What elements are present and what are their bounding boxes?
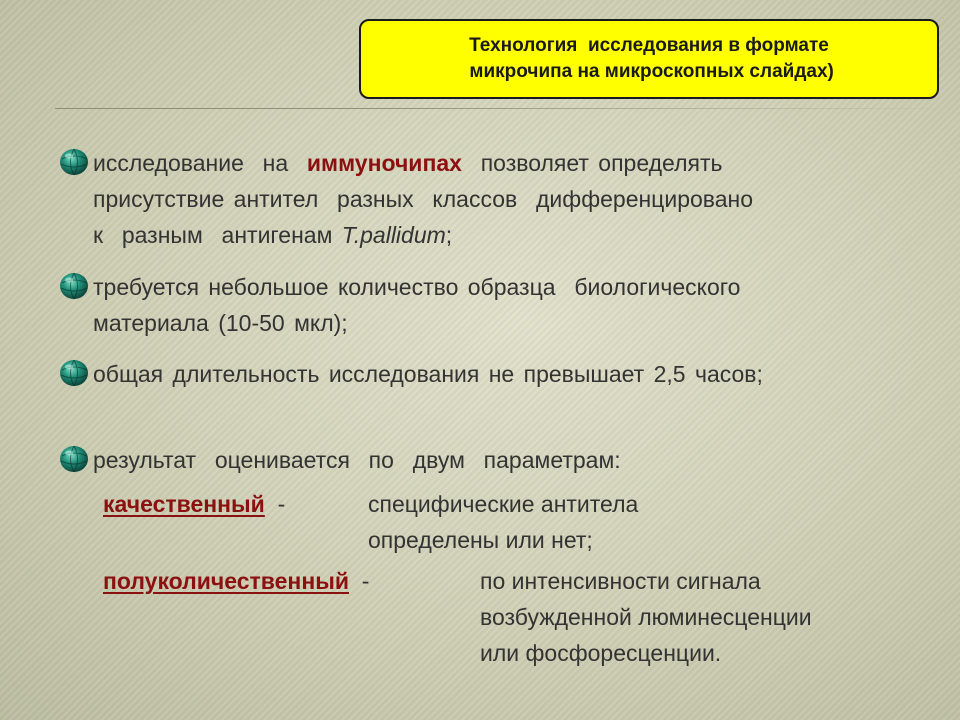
sub-item-2-desc-line-1: по интенсивности сигнала [480, 568, 761, 594]
title-line-2: микрочипа на микроскопных слайдах) [464, 61, 834, 82]
sub-item-1-dash: - [264, 491, 299, 517]
pathogen-name: T.pallidum [341, 222, 446, 248]
bullet-1-line-2: присутствие антител разных классов дифференцировано [93, 186, 754, 212]
sub-item-1-desc-line-2: определены или нет; [368, 527, 593, 553]
term-qualitative: качественный [103, 491, 265, 517]
sub-item-qualitative [103, 486, 923, 558]
bullet-1-line-3-suffix: ; [445, 222, 453, 248]
bullet-4-line-1: результат оценивается по двум параметрам: [93, 447, 621, 473]
title-line-1: Технология исследования в формате [469, 35, 829, 56]
term-semiquantitative: полуколичественный [103, 568, 349, 594]
bullet-text-4 [93, 442, 621, 478]
bullet-text-3 [93, 356, 763, 392]
bullet-item-1 [58, 145, 753, 253]
highlight-immunochips: иммуночипах [306, 150, 462, 176]
divider-line-fade [360, 108, 960, 109]
bullet-2-line-2: материала (10-50 мкл); [93, 310, 348, 336]
teal-globe-bullet-icon [58, 271, 91, 301]
sub-item-2-dash: - [349, 568, 383, 594]
sub-item-semiquantitative [103, 563, 923, 671]
bullet-item-4 [58, 442, 621, 478]
teal-globe-bullet-icon [58, 444, 91, 474]
bullet-1-prefix: исследование на [93, 150, 307, 176]
teal-globe-bullet-icon [58, 358, 91, 388]
bullet-text-2 [93, 269, 740, 341]
sub-item-2-desc-line-3: или фосфоресценции. [480, 640, 722, 666]
sub-item-1-desc-line-1: специфические антитела [368, 491, 639, 517]
sub-item-2-desc-line-2: возбужденной люминесценции [480, 604, 812, 630]
bullet-text-1 [93, 145, 753, 253]
bullet-3-line-1: общая длительность исследования не превышает 2,5 часов; [93, 361, 763, 387]
bullet-1-line-3-prefix: к разным антигенам [93, 222, 342, 248]
title-box [359, 19, 939, 99]
divider-line [55, 108, 360, 109]
bullet-item-2 [58, 269, 740, 341]
bullet-2-line-1: требуется небольшое количество образца биологического [93, 274, 741, 300]
bullet-item-3 [58, 356, 763, 392]
teal-globe-bullet-icon [58, 147, 91, 177]
bullet-1-rest: позволяет определять [461, 150, 723, 176]
slide-title [464, 33, 834, 85]
